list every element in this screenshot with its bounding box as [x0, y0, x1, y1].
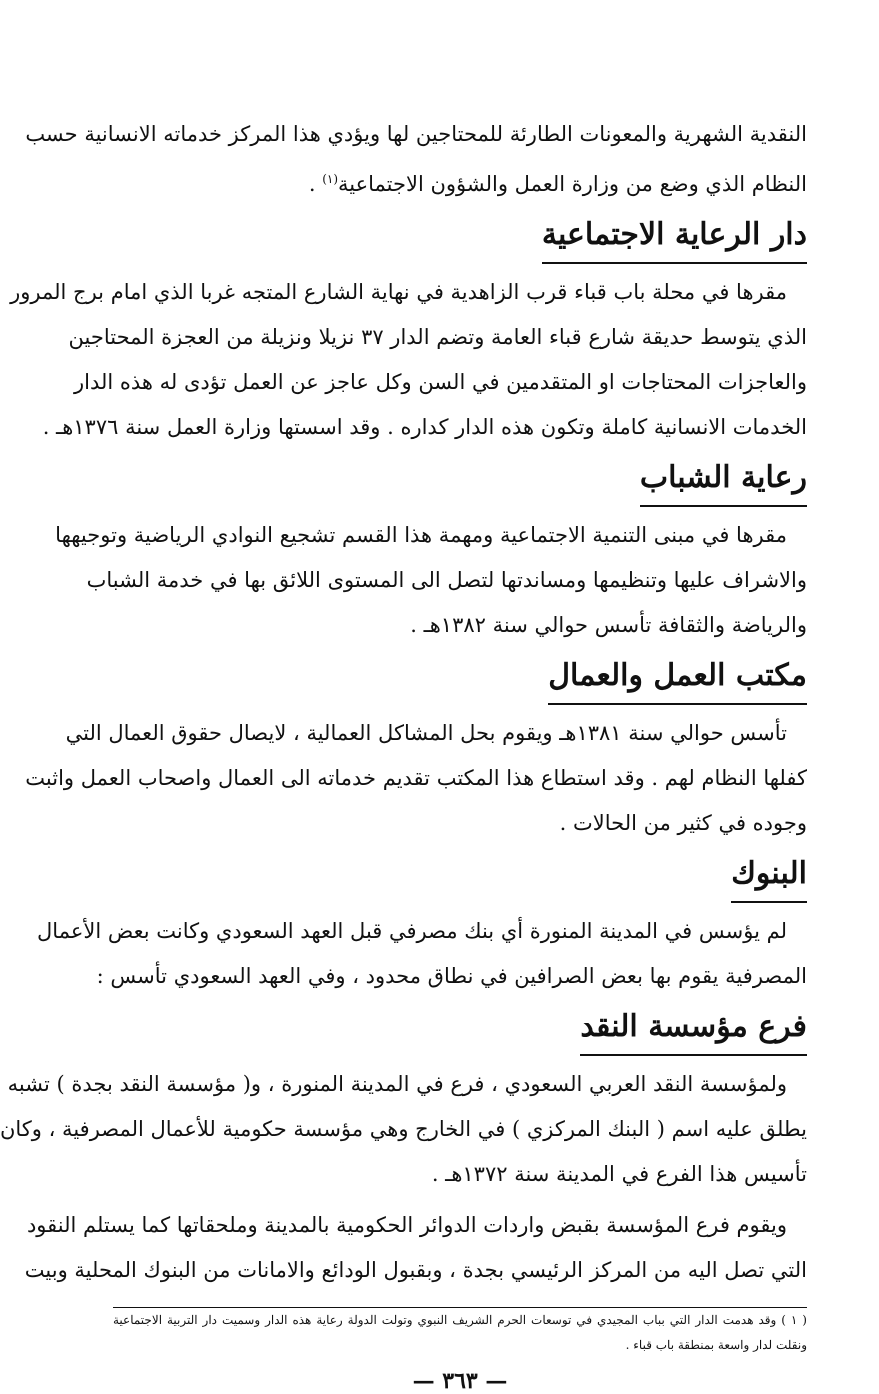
section-heading: البنوك — [731, 848, 807, 903]
section-paragraph — [24, 1203, 807, 1293]
text-line: مقرها في محلة باب قباء قرب الزاهدية في نهاية الشارع المتجه غربا الذي امام برج المرور — [10, 280, 787, 304]
text-line: التي تصل اليه من المركز الرئيسي بجدة ، وبقبول الودائع والامانات من البنوك المحلية وبيت — [24, 1258, 807, 1282]
text-segment: . — [308, 172, 316, 196]
text-line: تأسس حوالي سنة ١٣٨١هـ ويقوم بحل المشاكل العمالية ، لايصال حقوق العمال التي — [65, 721, 787, 745]
section-heading: دار الرعاية الاجتماعية — [542, 209, 807, 264]
text-line: كفلها النظام لهم . وقد استطاع هذا المكتب تقديم خدماته الى العمال واصحاب العمل واثبت — [25, 766, 807, 790]
section-paragraph — [25, 711, 807, 846]
intro-paragraph — [25, 112, 807, 207]
text-line: تأسيس هذا الفرع في المدينة سنة ١٣٧٢هـ . — [431, 1162, 807, 1186]
footnote-marker: (١) — [322, 172, 339, 186]
page-body — [0, 112, 807, 1394]
text-line: المصرفية يقوم بها بعض الصرافين في نطاق محدود ، وفي العهد السعودي تأسس : — [96, 964, 807, 988]
text-segment: النظام الذي وضع من وزارة العمل والشؤون الاجتماعية — [338, 172, 807, 196]
section-heading: رعاية الشباب — [640, 452, 807, 507]
footnote — [113, 1308, 807, 1358]
section-paragraph — [37, 909, 807, 999]
footnote-line: ونقلت لدار واسعة بمنطقة باب قباء . — [625, 1338, 807, 1352]
section-heading: مكتب العمل والعمال — [548, 650, 807, 705]
text-line: والعاجزات المحتاجات او المتقدمين في السن وكل عاجز عن العمل تؤدى له هذه الدار — [73, 370, 807, 394]
footnote-line: ( ١ ) وقد هدمت الدار التي بباب المجيدي في توسعات الحرم الشريف النبوي وتولت الدولة رعاية هذه الدار وسميت دار التربية الاجتماعية — [113, 1313, 807, 1327]
text-line: ويقوم فرع المؤسسة بقبض واردات الدوائر الحكومية بالمدينة وملحقاتها كما يستلم النقود — [26, 1213, 787, 1237]
section-paragraph — [55, 513, 807, 648]
text-line: الذي يتوسط حديقة شارع قباء العامة وتضم الدار ٣٧ نزيلا ونزيلة من العجزة المحتاجين — [68, 325, 807, 349]
text-line: والاشراف عليها وتنظيمها ومساندتها لتصل الى المستوى اللائق بها في خدمة الشباب — [86, 568, 807, 592]
section-heading: فرع مؤسسة النقد — [580, 1001, 807, 1056]
page-number: — ٣٦٣ — — [412, 1368, 508, 1394]
text-line: مقرها في مبنى التنمية الاجتماعية ومهمة هذا القسم تشجيع النوادي الرياضية وتوجيهها — [55, 523, 787, 547]
text-line: يطلق عليه اسم ( البنك المركزي ) في الخارج وهي مؤسسة حكومية للأعمال المصرفية ، وكان — [0, 1117, 807, 1141]
section-paragraph — [10, 270, 807, 450]
text-line — [113, 157, 807, 207]
text-line: ولمؤسسة النقد العربي السعودي ، فرع في المدينة المنورة ، و( مؤسسة النقد بجدة ) تشبه — [7, 1072, 787, 1096]
text-line: النقدية الشهرية والمعونات الطارئة للمحتاجين لها ويؤدي هذا المركز خدماته الانسانية حسب — [25, 122, 807, 146]
text-line: الخدمات الانسانية كاملة وتكون هذه الدار كداره . وقد اسستها وزارة العمل سنة ١٣٧٦هـ . — [42, 415, 807, 439]
text-line: والرياضة والثقافة تأسس حوالي سنة ١٣٨٢هـ . — [410, 613, 807, 637]
section-paragraph — [0, 1062, 807, 1197]
text-line: وجوده في كثير من الحالات . — [559, 811, 807, 835]
text-line: لم يؤسس في المدينة المنورة أي بنك مصرفي قبل العهد السعودي وكانت بعض الأعمال — [37, 919, 787, 943]
